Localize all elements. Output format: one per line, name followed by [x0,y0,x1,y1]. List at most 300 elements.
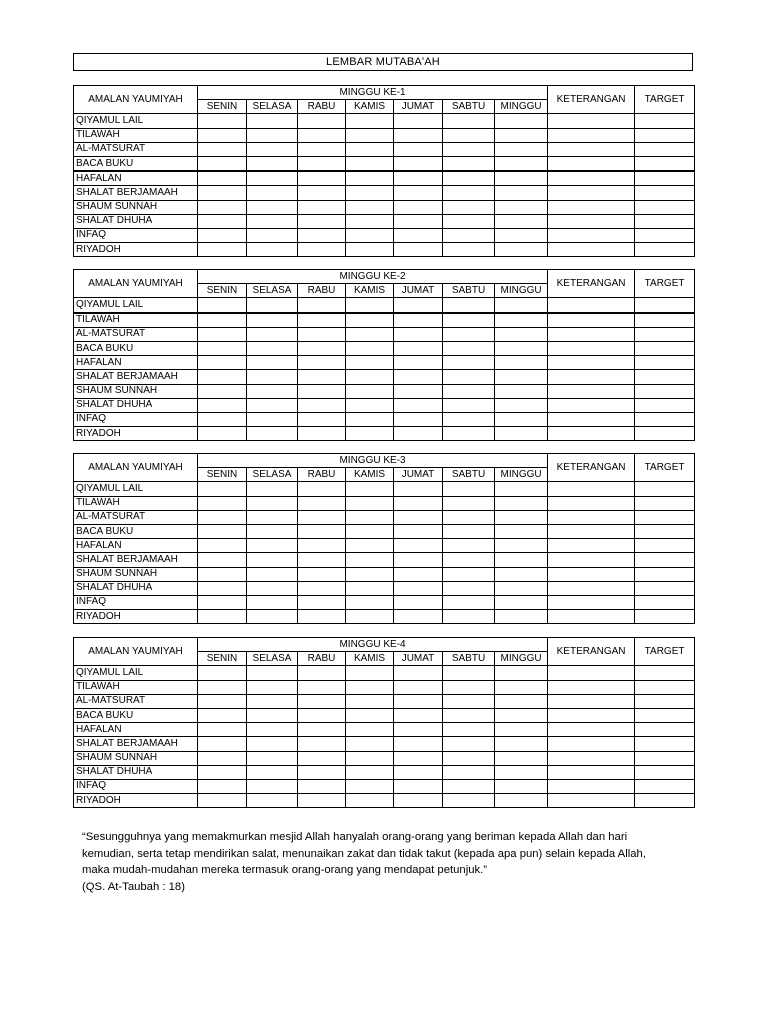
entry-cell[interactable] [443,228,495,242]
entry-cell[interactable] [495,298,548,313]
entry-cell[interactable] [443,680,495,694]
entry-cell[interactable] [548,171,635,186]
entry-cell[interactable] [198,524,247,538]
entry-cell[interactable] [495,510,548,524]
entry-cell[interactable] [346,595,394,609]
entry-cell[interactable] [247,412,298,426]
entry-cell[interactable] [298,524,346,538]
entry-cell[interactable] [548,482,635,496]
entry-cell[interactable] [443,737,495,751]
entry-cell[interactable] [394,384,443,398]
entry-cell[interactable] [247,680,298,694]
entry-cell[interactable] [346,313,394,328]
entry-cell[interactable] [495,114,548,128]
entry-cell[interactable] [394,510,443,524]
entry-cell[interactable] [394,171,443,186]
entry-cell[interactable] [548,567,635,581]
entry-cell[interactable] [548,765,635,779]
entry-cell[interactable] [635,142,695,156]
entry-cell[interactable] [443,412,495,426]
entry-cell[interactable] [198,680,247,694]
entry-cell[interactable] [548,356,635,370]
entry-cell[interactable] [495,765,548,779]
entry-cell[interactable] [247,243,298,257]
entry-cell[interactable] [394,156,443,171]
entry-cell[interactable] [635,680,695,694]
entry-cell[interactable] [443,156,495,171]
entry-cell[interactable] [635,298,695,313]
entry-cell[interactable] [346,610,394,624]
entry-cell[interactable] [346,666,394,680]
entry-cell[interactable] [635,666,695,680]
entry-cell[interactable] [443,243,495,257]
entry-cell[interactable] [198,694,247,708]
entry-cell[interactable] [247,341,298,355]
entry-cell[interactable] [298,680,346,694]
entry-cell[interactable] [298,666,346,680]
entry-cell[interactable] [635,723,695,737]
entry-cell[interactable] [247,751,298,765]
entry-cell[interactable] [443,341,495,355]
entry-cell[interactable] [635,765,695,779]
entry-cell[interactable] [298,567,346,581]
entry-cell[interactable] [635,243,695,257]
entry-cell[interactable] [548,708,635,722]
entry-cell[interactable] [635,708,695,722]
entry-cell[interactable] [346,214,394,228]
entry-cell[interactable] [495,567,548,581]
entry-cell[interactable] [394,737,443,751]
entry-cell[interactable] [443,708,495,722]
entry-cell[interactable] [198,228,247,242]
entry-cell[interactable] [247,694,298,708]
entry-cell[interactable] [495,539,548,553]
entry-cell[interactable] [548,779,635,793]
entry-cell[interactable] [198,666,247,680]
entry-cell[interactable] [198,427,247,441]
entry-cell[interactable] [346,341,394,355]
entry-cell[interactable] [635,427,695,441]
entry-cell[interactable] [298,214,346,228]
entry-cell[interactable] [198,356,247,370]
entry-cell[interactable] [346,243,394,257]
entry-cell[interactable] [346,186,394,200]
entry-cell[interactable] [346,737,394,751]
entry-cell[interactable] [495,751,548,765]
entry-cell[interactable] [346,751,394,765]
entry-cell[interactable] [548,228,635,242]
entry-cell[interactable] [548,142,635,156]
entry-cell[interactable] [247,765,298,779]
entry-cell[interactable] [635,327,695,341]
entry-cell[interactable] [443,171,495,186]
entry-cell[interactable] [394,496,443,510]
entry-cell[interactable] [394,200,443,214]
entry-cell[interactable] [635,200,695,214]
entry-cell[interactable] [247,327,298,341]
entry-cell[interactable] [635,341,695,355]
entry-cell[interactable] [198,765,247,779]
entry-cell[interactable] [635,737,695,751]
entry-cell[interactable] [346,384,394,398]
entry-cell[interactable] [394,186,443,200]
entry-cell[interactable] [346,553,394,567]
entry-cell[interactable] [298,595,346,609]
entry-cell[interactable] [443,510,495,524]
entry-cell[interactable] [548,327,635,341]
entry-cell[interactable] [198,794,247,808]
entry-cell[interactable] [548,214,635,228]
entry-cell[interactable] [346,156,394,171]
entry-cell[interactable] [298,794,346,808]
entry-cell[interactable] [346,779,394,793]
entry-cell[interactable] [346,128,394,142]
entry-cell[interactable] [443,186,495,200]
entry-cell[interactable] [548,610,635,624]
entry-cell[interactable] [495,524,548,538]
entry-cell[interactable] [298,694,346,708]
entry-cell[interactable] [346,581,394,595]
entry-cell[interactable] [394,327,443,341]
entry-cell[interactable] [298,723,346,737]
entry-cell[interactable] [635,794,695,808]
entry-cell[interactable] [346,708,394,722]
entry-cell[interactable] [394,114,443,128]
entry-cell[interactable] [635,128,695,142]
entry-cell[interactable] [298,186,346,200]
entry-cell[interactable] [548,794,635,808]
entry-cell[interactable] [346,327,394,341]
entry-cell[interactable] [394,723,443,737]
entry-cell[interactable] [298,171,346,186]
entry-cell[interactable] [548,186,635,200]
entry-cell[interactable] [635,214,695,228]
entry-cell[interactable] [298,243,346,257]
entry-cell[interactable] [298,510,346,524]
entry-cell[interactable] [346,398,394,412]
entry-cell[interactable] [443,539,495,553]
entry-cell[interactable] [635,610,695,624]
entry-cell[interactable] [495,186,548,200]
entry-cell[interactable] [394,214,443,228]
entry-cell[interactable] [247,186,298,200]
entry-cell[interactable] [548,341,635,355]
entry-cell[interactable] [635,370,695,384]
entry-cell[interactable] [394,298,443,313]
entry-cell[interactable] [298,765,346,779]
entry-cell[interactable] [346,765,394,779]
entry-cell[interactable] [346,723,394,737]
entry-cell[interactable] [298,128,346,142]
entry-cell[interactable] [298,142,346,156]
entry-cell[interactable] [548,427,635,441]
entry-cell[interactable] [346,298,394,313]
entry-cell[interactable] [346,794,394,808]
entry-cell[interactable] [495,794,548,808]
entry-cell[interactable] [443,200,495,214]
entry-cell[interactable] [394,412,443,426]
entry-cell[interactable] [394,370,443,384]
entry-cell[interactable] [635,779,695,793]
entry-cell[interactable] [548,200,635,214]
entry-cell[interactable] [247,298,298,313]
entry-cell[interactable] [247,581,298,595]
entry-cell[interactable] [247,723,298,737]
entry-cell[interactable] [298,156,346,171]
entry-cell[interactable] [548,737,635,751]
entry-cell[interactable] [298,356,346,370]
entry-cell[interactable] [635,751,695,765]
entry-cell[interactable] [443,694,495,708]
entry-cell[interactable] [298,384,346,398]
entry-cell[interactable] [548,398,635,412]
entry-cell[interactable] [298,539,346,553]
entry-cell[interactable] [198,142,247,156]
entry-cell[interactable] [247,595,298,609]
entry-cell[interactable] [198,539,247,553]
entry-cell[interactable] [394,708,443,722]
entry-cell[interactable] [495,610,548,624]
entry-cell[interactable] [495,496,548,510]
entry-cell[interactable] [394,581,443,595]
entry-cell[interactable] [548,412,635,426]
entry-cell[interactable] [198,510,247,524]
entry-cell[interactable] [548,581,635,595]
entry-cell[interactable] [346,539,394,553]
entry-cell[interactable] [198,114,247,128]
entry-cell[interactable] [495,228,548,242]
entry-cell[interactable] [394,751,443,765]
entry-cell[interactable] [495,581,548,595]
entry-cell[interactable] [247,398,298,412]
entry-cell[interactable] [548,510,635,524]
entry-cell[interactable] [298,708,346,722]
entry-cell[interactable] [394,128,443,142]
entry-cell[interactable] [346,171,394,186]
entry-cell[interactable] [198,567,247,581]
entry-cell[interactable] [247,666,298,680]
entry-cell[interactable] [495,708,548,722]
entry-cell[interactable] [635,412,695,426]
entry-cell[interactable] [394,765,443,779]
entry-cell[interactable] [495,156,548,171]
entry-cell[interactable] [443,313,495,328]
entry-cell[interactable] [346,228,394,242]
entry-cell[interactable] [346,510,394,524]
entry-cell[interactable] [635,171,695,186]
entry-cell[interactable] [443,114,495,128]
entry-cell[interactable] [198,243,247,257]
entry-cell[interactable] [198,398,247,412]
entry-cell[interactable] [495,128,548,142]
entry-cell[interactable] [298,398,346,412]
entry-cell[interactable] [548,496,635,510]
entry-cell[interactable] [298,200,346,214]
entry-cell[interactable] [247,313,298,328]
entry-cell[interactable] [198,313,247,328]
entry-cell[interactable] [495,680,548,694]
entry-cell[interactable] [198,779,247,793]
entry-cell[interactable] [495,200,548,214]
entry-cell[interactable] [346,524,394,538]
entry-cell[interactable] [635,567,695,581]
entry-cell[interactable] [198,341,247,355]
entry-cell[interactable] [443,327,495,341]
entry-cell[interactable] [346,370,394,384]
entry-cell[interactable] [394,680,443,694]
entry-cell[interactable] [346,356,394,370]
entry-cell[interactable] [548,370,635,384]
entry-cell[interactable] [495,243,548,257]
entry-cell[interactable] [247,779,298,793]
entry-cell[interactable] [548,128,635,142]
entry-cell[interactable] [394,794,443,808]
entry-cell[interactable] [495,737,548,751]
entry-cell[interactable] [495,341,548,355]
entry-cell[interactable] [495,723,548,737]
entry-cell[interactable] [495,356,548,370]
entry-cell[interactable] [198,298,247,313]
entry-cell[interactable] [247,142,298,156]
entry-cell[interactable] [247,553,298,567]
entry-cell[interactable] [298,751,346,765]
entry-cell[interactable] [495,553,548,567]
entry-cell[interactable] [346,114,394,128]
entry-cell[interactable] [635,539,695,553]
entry-cell[interactable] [394,610,443,624]
entry-cell[interactable] [635,356,695,370]
entry-cell[interactable] [298,298,346,313]
entry-cell[interactable] [443,581,495,595]
entry-cell[interactable] [443,370,495,384]
entry-cell[interactable] [247,128,298,142]
entry-cell[interactable] [247,228,298,242]
entry-cell[interactable] [635,482,695,496]
entry-cell[interactable] [298,412,346,426]
entry-cell[interactable] [635,228,695,242]
entry-cell[interactable] [495,666,548,680]
entry-cell[interactable] [548,553,635,567]
entry-cell[interactable] [635,595,695,609]
entry-cell[interactable] [394,243,443,257]
entry-cell[interactable] [198,384,247,398]
entry-cell[interactable] [298,779,346,793]
entry-cell[interactable] [394,142,443,156]
entry-cell[interactable] [394,427,443,441]
entry-cell[interactable] [346,482,394,496]
entry-cell[interactable] [298,327,346,341]
entry-cell[interactable] [298,370,346,384]
entry-cell[interactable] [548,723,635,737]
entry-cell[interactable] [495,313,548,328]
entry-cell[interactable] [198,186,247,200]
entry-cell[interactable] [298,581,346,595]
entry-cell[interactable] [298,228,346,242]
entry-cell[interactable] [548,666,635,680]
entry-cell[interactable] [635,313,695,328]
entry-cell[interactable] [443,794,495,808]
entry-cell[interactable] [394,313,443,328]
entry-cell[interactable] [247,524,298,538]
entry-cell[interactable] [247,427,298,441]
entry-cell[interactable] [298,482,346,496]
entry-cell[interactable] [443,214,495,228]
entry-cell[interactable] [635,114,695,128]
entry-cell[interactable] [635,581,695,595]
entry-cell[interactable] [495,427,548,441]
entry-cell[interactable] [198,200,247,214]
entry-cell[interactable] [443,610,495,624]
entry-cell[interactable] [198,482,247,496]
entry-cell[interactable] [394,553,443,567]
entry-cell[interactable] [635,694,695,708]
entry-cell[interactable] [247,370,298,384]
entry-cell[interactable] [443,356,495,370]
entry-cell[interactable] [298,496,346,510]
entry-cell[interactable] [394,694,443,708]
entry-cell[interactable] [394,356,443,370]
entry-cell[interactable] [346,694,394,708]
entry-cell[interactable] [635,510,695,524]
entry-cell[interactable] [198,171,247,186]
entry-cell[interactable] [495,398,548,412]
entry-cell[interactable] [495,412,548,426]
entry-cell[interactable] [247,496,298,510]
entry-cell[interactable] [443,553,495,567]
entry-cell[interactable] [443,524,495,538]
entry-cell[interactable] [247,482,298,496]
entry-cell[interactable] [635,156,695,171]
entry-cell[interactable] [346,567,394,581]
entry-cell[interactable] [635,553,695,567]
entry-cell[interactable] [394,524,443,538]
entry-cell[interactable] [443,496,495,510]
entry-cell[interactable] [346,680,394,694]
entry-cell[interactable] [443,142,495,156]
entry-cell[interactable] [443,427,495,441]
entry-cell[interactable] [346,412,394,426]
entry-cell[interactable] [198,412,247,426]
entry-cell[interactable] [443,765,495,779]
entry-cell[interactable] [394,779,443,793]
entry-cell[interactable] [443,595,495,609]
entry-cell[interactable] [394,666,443,680]
entry-cell[interactable] [247,737,298,751]
entry-cell[interactable] [495,595,548,609]
entry-cell[interactable] [346,496,394,510]
entry-cell[interactable] [495,142,548,156]
entry-cell[interactable] [548,313,635,328]
entry-cell[interactable] [635,524,695,538]
entry-cell[interactable] [198,581,247,595]
entry-cell[interactable] [247,156,298,171]
entry-cell[interactable] [495,384,548,398]
entry-cell[interactable] [346,427,394,441]
entry-cell[interactable] [548,384,635,398]
entry-cell[interactable] [247,794,298,808]
entry-cell[interactable] [443,751,495,765]
entry-cell[interactable] [247,610,298,624]
entry-cell[interactable] [198,128,247,142]
entry-cell[interactable] [495,214,548,228]
entry-cell[interactable] [247,567,298,581]
entry-cell[interactable] [247,384,298,398]
entry-cell[interactable] [298,737,346,751]
entry-cell[interactable] [394,228,443,242]
entry-cell[interactable] [394,482,443,496]
entry-cell[interactable] [198,595,247,609]
entry-cell[interactable] [394,567,443,581]
